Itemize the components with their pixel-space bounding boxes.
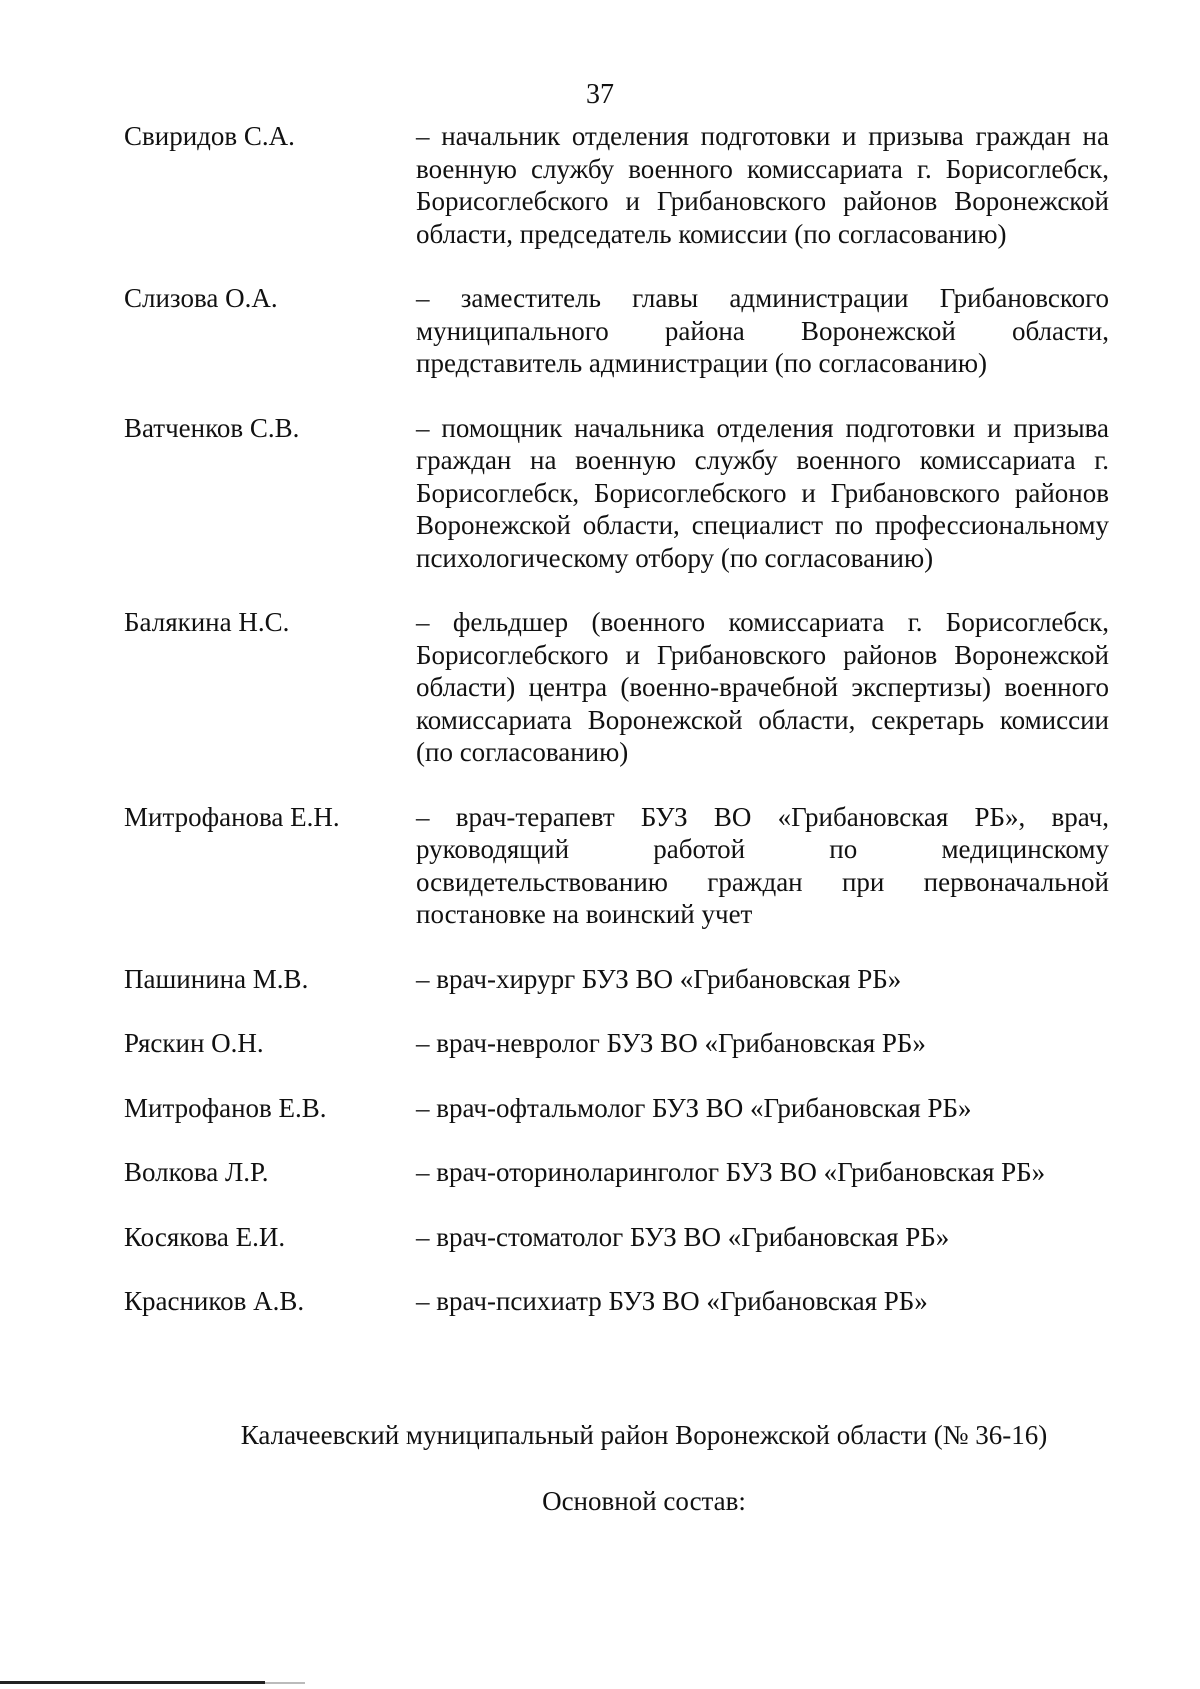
member-name: Косякова Е.И.	[124, 1221, 286, 1252]
composition-heading: Основной состав:	[542, 1486, 746, 1516]
roster-entry	[124, 1156, 1109, 1189]
member-name: Слизова О.А.	[124, 283, 278, 313]
member-name: Митрофанов Е.В.	[124, 1092, 327, 1123]
member-role: – заместитель главы администрации Грибановского муниципального района Воронежской области, представитель администрации (по согласованию)	[416, 283, 1109, 378]
member-name: Свиридов С.А.	[124, 121, 295, 151]
roster-entry	[124, 120, 1109, 250]
roster-entry	[124, 1092, 1109, 1125]
member-role: – врач-психиатр БУЗ ВО «Грибановская РБ»	[416, 1286, 928, 1316]
roster-entry	[124, 1285, 1109, 1318]
member-name: Балякина Н.С.	[124, 607, 290, 637]
scan-edge-line	[0, 1681, 265, 1684]
roster-entry	[124, 1221, 1109, 1254]
roster-entry	[124, 412, 1109, 575]
member-role: – врач-невролог БУЗ ВО «Грибановская РБ»	[416, 1028, 926, 1058]
member-role: – врач-стоматолог БУЗ ВО «Грибановская РБ»	[416, 1221, 950, 1252]
member-role: – врач-терапевт БУЗ ВО «Грибановская РБ», врач, руководящий работой по медицинскому освидетельствованию граждан при первоначальной постановке на воинский учет	[416, 801, 1109, 929]
member-name: Волкова Л.Р.	[124, 1157, 269, 1187]
district-heading: Калачеевский муниципальный район Воронежской области (№ 36-16)	[240, 1420, 1048, 1450]
page-number: 37	[586, 79, 614, 110]
roster-entry	[124, 606, 1109, 769]
member-name: Пашинина М.В.	[124, 963, 309, 994]
roster-entry	[124, 282, 1109, 380]
member-role: – врач-оториноларинголог БУЗ ВО «Грибановская РБ»	[416, 1157, 1046, 1187]
member-role: – помощник начальника отделения подготовки и призыва граждан на военную службу военного комиссариата г. Борисоглебск, Борисоглебского и Грибановского районов Воронежской области, специалист по профессиональному психологическому отбору (по согласованию)	[416, 412, 1109, 573]
member-name: Ряскин О.Н.	[124, 1028, 264, 1058]
member-role: – врач-офтальмолог БУЗ ВО «Грибановская РБ»	[416, 1092, 972, 1123]
member-name: Ватченков С.В.	[124, 412, 300, 443]
member-name: Митрофанова Е.Н.	[124, 801, 340, 832]
roster-entry	[124, 1027, 1109, 1060]
roster-entry	[124, 963, 1109, 996]
member-role: – начальник отделения подготовки и призыва граждан на военную службу военного комиссариата г. Борисоглебск, Борисоглебского и Грибановского районов Воронежской области, председатель комиссии (по согласованию)	[416, 121, 1109, 249]
scan-edge-line-faint	[265, 1682, 305, 1684]
member-name: Красников А.В.	[124, 1286, 305, 1316]
member-role: – фельдшер (военного комиссариата г. Борисоглебск, Борисоглебского и Грибановского районов Воронежской области) центра (военно-врачебной экспертизы) военного комиссариата Воронежской области, секретарь комиссии (по согласованию)	[416, 607, 1109, 767]
member-role: – врач-хирург БУЗ ВО «Грибановская РБ»	[416, 963, 902, 994]
roster-entry	[124, 801, 1109, 931]
commission-roster	[124, 120, 1109, 1350]
